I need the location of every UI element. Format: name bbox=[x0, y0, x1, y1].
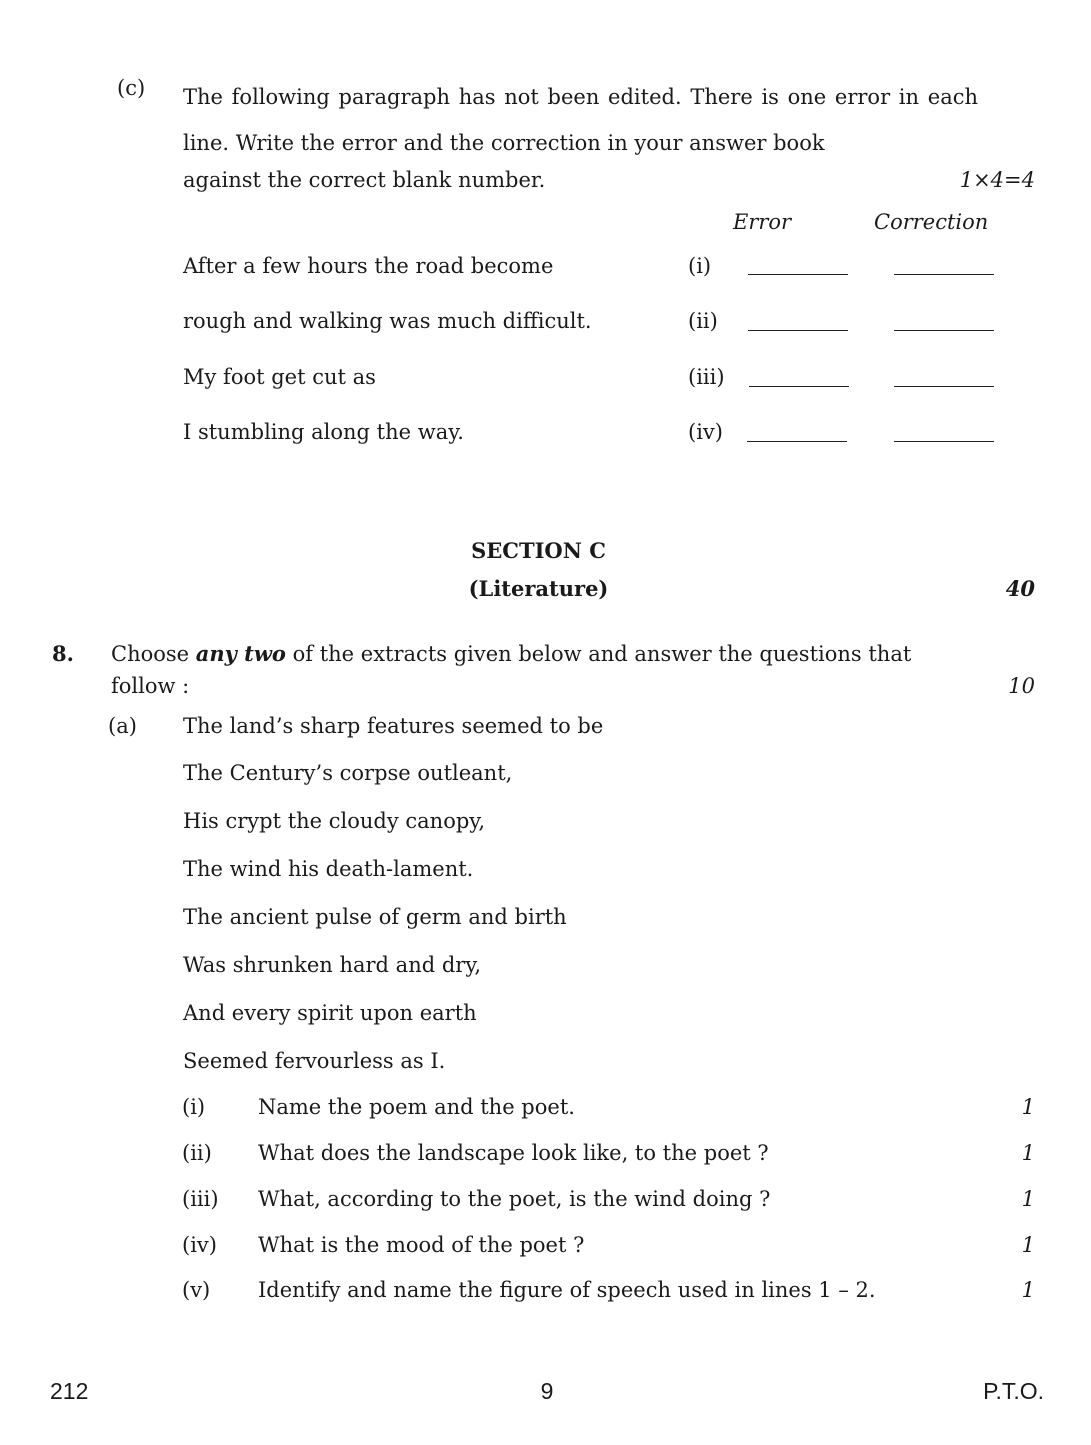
page-number: 9 bbox=[540, 1378, 554, 1404]
question-text-line2: follow : bbox=[111, 674, 190, 698]
column-header-error: Error bbox=[733, 210, 792, 234]
poem-line: The land’s sharp features seemed to be bbox=[183, 714, 604, 738]
subquestion-number: (ii) bbox=[182, 1141, 212, 1165]
blank-number: (i) bbox=[688, 254, 712, 278]
correction-blank bbox=[894, 330, 994, 331]
instruction-line: against the correct blank number. bbox=[183, 168, 546, 192]
marks: 1×4=4 bbox=[959, 168, 1035, 192]
subquestion-text: What is the mood of the poet ? bbox=[258, 1233, 585, 1257]
subquestion-marks: 1 bbox=[1021, 1095, 1035, 1119]
error-blank bbox=[749, 386, 849, 387]
part-label: (a) bbox=[108, 714, 137, 738]
correction-blank bbox=[894, 441, 994, 442]
subquestion-marks: 1 bbox=[1021, 1187, 1035, 1211]
subquestion-number: (iii) bbox=[182, 1187, 219, 1211]
subquestion-number: (v) bbox=[182, 1278, 211, 1302]
error-blank bbox=[748, 274, 848, 275]
subquestion-number: (iv) bbox=[182, 1233, 217, 1257]
question-number: 8. bbox=[52, 641, 74, 666]
poem-line: Seemed fervourless as I. bbox=[183, 1049, 446, 1073]
paper-code: 212 bbox=[50, 1378, 89, 1404]
subquestion-text: What does the landscape look like, to the poet ? bbox=[258, 1141, 769, 1165]
subquestion-text: Identify and name the figure of speech used in lines 1 – 2. bbox=[258, 1278, 876, 1302]
subquestion-marks: 1 bbox=[1021, 1141, 1035, 1165]
subquestion-marks: 1 bbox=[1021, 1278, 1035, 1302]
instruction-paragraph bbox=[183, 74, 978, 166]
subquestion-text: Name the poem and the poet. bbox=[258, 1095, 575, 1119]
error-blank bbox=[747, 441, 847, 442]
blank-number: (iv) bbox=[688, 420, 723, 444]
poem-line: Was shrunken hard and dry, bbox=[183, 953, 482, 977]
passage-line: After a few hours the road become bbox=[183, 254, 554, 278]
subquestion-number: (i) bbox=[182, 1095, 206, 1119]
question-text-part: Choose bbox=[111, 642, 196, 666]
question-marks: 10 bbox=[1008, 674, 1035, 698]
poem-line: And every spirit upon earth bbox=[183, 1001, 477, 1025]
error-blank bbox=[748, 330, 848, 331]
question-emphasis: any two bbox=[195, 641, 286, 666]
poem-line: The ancient pulse of germ and birth bbox=[183, 905, 567, 929]
part-label: (c) bbox=[117, 76, 146, 100]
poem-line: The wind his death-lament. bbox=[183, 857, 474, 881]
passage-line: My foot get cut as bbox=[183, 365, 376, 389]
poem-line: His crypt the cloudy canopy, bbox=[183, 809, 486, 833]
blank-number: (ii) bbox=[688, 309, 718, 333]
blank-number: (iii) bbox=[688, 365, 725, 389]
subquestion-text: What, according to the poet, is the wind doing ? bbox=[258, 1187, 771, 1211]
passage-line: rough and walking was much difficult. bbox=[183, 309, 592, 333]
column-header-correction: Correction bbox=[874, 210, 989, 234]
poem-line: The Century’s corpse outleant, bbox=[183, 761, 513, 785]
section-marks: 40 bbox=[1005, 576, 1035, 601]
instruction-line: The following paragraph has not been edited. There is one error in bbox=[183, 85, 920, 109]
question-text-part: of the extracts given below and answer the questions that bbox=[285, 642, 912, 666]
correction-blank bbox=[894, 274, 994, 275]
section-subtitle: (Literature) bbox=[468, 576, 609, 601]
subquestion-marks: 1 bbox=[1021, 1233, 1035, 1257]
correction-blank bbox=[894, 386, 994, 387]
question-text bbox=[111, 640, 978, 668]
passage-line: I stumbling along the way. bbox=[183, 420, 464, 444]
instruction-line: each line. Write the error and the correction in your answer book bbox=[183, 85, 978, 155]
pto-label: P.T.O. bbox=[983, 1378, 1044, 1404]
section-title: SECTION C bbox=[471, 538, 606, 563]
